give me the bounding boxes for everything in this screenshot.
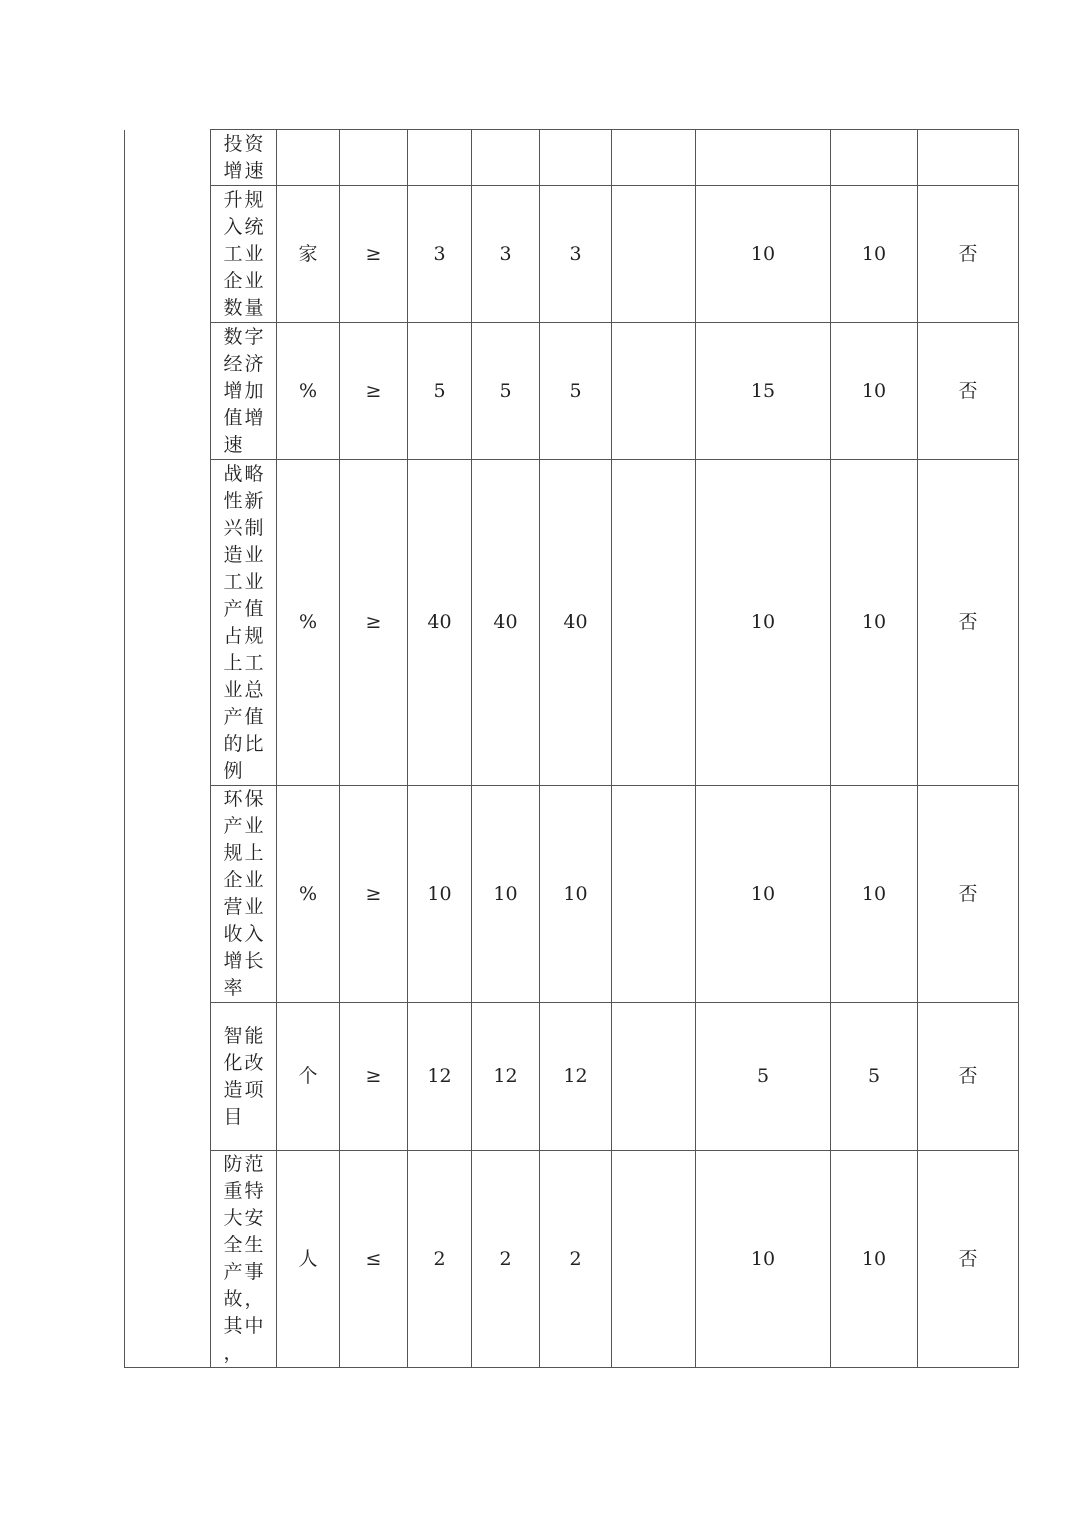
indicator-char: 范 (244, 1153, 264, 1175)
weight-cell (696, 130, 831, 186)
indicator-char: 造 (223, 543, 243, 566)
value-cell: 10 (408, 786, 472, 1003)
table-row (125, 460, 1019, 786)
indicator-name-cell (211, 130, 277, 186)
blank-cell (612, 786, 696, 1003)
value-cell (540, 130, 612, 186)
indicator-char: 增 (223, 950, 243, 972)
indicator-char: 入 (244, 923, 264, 945)
indicator-char: 目 (223, 1105, 243, 1128)
indicator-char: 环 (223, 788, 243, 810)
indicator-char: 升 (223, 188, 243, 211)
compare-cell: ≥ (340, 323, 408, 460)
compare-cell: ≥ (340, 186, 408, 323)
indicator-char: 值 (223, 406, 243, 429)
indicator-char: 产 (223, 1261, 243, 1283)
indicator-char: 工 (244, 651, 264, 674)
flag-cell: 否 (918, 460, 1019, 786)
value-cell: 5 (472, 323, 540, 460)
score-cell: 10 (831, 460, 918, 786)
indicator-char: 工 (223, 242, 243, 265)
indicator-char: 资 (244, 132, 264, 155)
indicator-char: 生 (244, 1234, 264, 1256)
indicator-char: 业 (244, 896, 264, 918)
score-cell: 10 (831, 323, 918, 460)
indicator-char: 占 (223, 624, 243, 647)
blank-cell (612, 323, 696, 460)
category-cell (125, 130, 211, 1368)
indicator-name (211, 1023, 276, 1131)
indicator-char: 业 (244, 242, 264, 265)
indicator-char: 规 (223, 842, 243, 864)
compare-cell: ≤ (340, 1151, 408, 1368)
weight-cell: 10 (696, 1151, 831, 1368)
indicator-char: 收 (223, 923, 243, 945)
indicator-char: 产 (223, 815, 243, 837)
indicator-char: 率 (223, 977, 243, 999)
value-cell: 5 (408, 323, 472, 460)
indicator-char: 战 (223, 462, 243, 485)
compare-cell (340, 130, 408, 186)
value-cell: 10 (472, 786, 540, 1003)
value-cell: 3 (408, 186, 472, 323)
indicator-char: 产 (223, 705, 243, 728)
value-cell: 3 (540, 186, 612, 323)
value-cell: 5 (540, 323, 612, 460)
indicator-char: 事 (244, 1261, 264, 1283)
score-cell: 10 (831, 786, 918, 1003)
value-cell: 2 (408, 1151, 472, 1368)
indicator-char: 其 (223, 1315, 243, 1337)
unit-cell: % (277, 786, 340, 1003)
indicator-char: 营 (223, 896, 243, 918)
value-cell: 12 (540, 1003, 612, 1151)
indicator-char: 故 (223, 1288, 243, 1310)
score-cell: 10 (831, 1151, 918, 1368)
indicator-name-cell (211, 323, 277, 460)
compare-cell: ≥ (340, 1003, 408, 1151)
blank-cell (612, 1151, 696, 1368)
value-cell: 2 (540, 1151, 612, 1368)
blank-cell (612, 130, 696, 186)
value-cell: 2 (472, 1151, 540, 1368)
indicator-name (211, 324, 276, 459)
blank-cell (612, 1003, 696, 1151)
indicator-char: 总 (244, 678, 264, 701)
indicator-char: 业 (244, 815, 264, 837)
score-cell: 5 (831, 1003, 918, 1151)
indicator-char: 兴 (223, 516, 243, 539)
indicator-char: 新 (244, 489, 264, 512)
indicator-char: 长 (244, 950, 264, 972)
indicator-char: 业 (244, 269, 264, 292)
indicator-char: 项 (244, 1078, 264, 1101)
indicator-char: 例 (223, 759, 243, 782)
value-cell: 40 (540, 460, 612, 786)
indicator-char: 比 (244, 732, 264, 755)
indicator-char: 增 (223, 159, 243, 182)
value-cell: 3 (472, 186, 540, 323)
indicator-char: 加 (244, 379, 264, 402)
indicator-char: 速 (244, 159, 264, 182)
indicator-char: 化 (223, 1051, 243, 1074)
indicator-char: 能 (244, 1024, 264, 1047)
indicator-char: 数 (223, 325, 243, 348)
indicator-char: 入 (223, 215, 243, 238)
indicator-char: 制 (244, 516, 264, 539)
indicator-char: 工 (223, 570, 243, 593)
value-cell: 12 (472, 1003, 540, 1151)
blank-cell (612, 186, 696, 323)
blank-cell (612, 460, 696, 786)
indicator-char: 字 (244, 325, 264, 348)
indicator-name-cell (211, 186, 277, 323)
table-row (125, 186, 1019, 323)
indicator-name (211, 786, 276, 1002)
indicator-char: 企 (223, 269, 243, 292)
indicator-char: 企 (223, 869, 243, 891)
weight-cell: 10 (696, 186, 831, 323)
score-cell (831, 130, 918, 186)
indicator-char: 上 (223, 651, 243, 674)
indicator-char: 值 (244, 705, 264, 728)
indicator-char: 智 (223, 1024, 243, 1047)
indicator-char: 经 (223, 352, 243, 375)
table-row (125, 1003, 1019, 1151)
indicator-name-cell (211, 1151, 277, 1368)
indicator-name (211, 461, 276, 785)
compare-cell: ≥ (340, 786, 408, 1003)
indicator-char: 中 (244, 1315, 264, 1337)
indicator-char: 投 (223, 132, 243, 155)
value-cell: 40 (408, 460, 472, 786)
indicator-name-cell (211, 786, 277, 1003)
weight-cell: 15 (696, 323, 831, 460)
unit-cell: 家 (277, 186, 340, 323)
indicator-char: 的 (223, 732, 243, 755)
indicator-char: 安 (244, 1207, 264, 1229)
unit-cell: 个 (277, 1003, 340, 1151)
unit-cell: % (277, 323, 340, 460)
indicator-char: 规 (244, 624, 264, 647)
weight-cell: 10 (696, 460, 831, 786)
table-row (125, 130, 1019, 186)
flag-cell: 否 (918, 186, 1019, 323)
indicator-char: 业 (223, 678, 243, 701)
table-row (125, 786, 1019, 1003)
indicator-char: 速 (223, 433, 243, 456)
flag-cell: 否 (918, 1003, 1019, 1151)
indicator-char: 性 (223, 489, 243, 512)
indicator-char: 大 (223, 1207, 243, 1229)
indicator-char: ， (223, 1342, 243, 1364)
indicator-char: 规 (244, 188, 264, 211)
compare-cell: ≥ (340, 460, 408, 786)
indicator-char: 造 (223, 1078, 243, 1101)
indicator-name-cell (211, 460, 277, 786)
indicator-char: 略 (244, 462, 264, 485)
indicator-char: 改 (244, 1051, 264, 1074)
indicator-char: 增 (244, 406, 264, 429)
indicator-char: 全 (223, 1234, 243, 1256)
flag-cell: 否 (918, 1151, 1019, 1368)
indicator-char: 业 (244, 869, 264, 891)
flag-cell: 否 (918, 323, 1019, 460)
indicator-char: 统 (244, 215, 264, 238)
flag-cell (918, 130, 1019, 186)
value-cell: 10 (540, 786, 612, 1003)
indicator-char: 特 (244, 1180, 264, 1202)
indicator-char: 业 (244, 570, 264, 593)
indicator-name-cell (211, 1003, 277, 1151)
weight-cell: 10 (696, 786, 831, 1003)
indicator-char: 保 (244, 788, 264, 810)
unit-cell: 人 (277, 1151, 340, 1368)
indicator-char: ， (244, 1288, 264, 1310)
indicator-char: 业 (244, 543, 264, 566)
score-cell: 10 (831, 186, 918, 323)
indicator-name (211, 187, 276, 322)
unit-cell (277, 130, 340, 186)
value-cell (472, 130, 540, 186)
indicator-char: 产 (223, 597, 243, 620)
indicator-char: 上 (244, 842, 264, 864)
weight-cell: 5 (696, 1003, 831, 1151)
indicator-char: 重 (223, 1180, 243, 1202)
indicator-char: 数 (223, 296, 243, 319)
indicator-char: 增 (223, 379, 243, 402)
table-row (125, 323, 1019, 460)
indicator-char: 量 (244, 296, 264, 319)
indicator-name (211, 1151, 276, 1367)
indicator-table (124, 129, 1019, 1368)
value-cell: 40 (472, 460, 540, 786)
unit-cell: % (277, 460, 340, 786)
table-row (125, 1151, 1019, 1368)
value-cell: 12 (408, 1003, 472, 1151)
value-cell (408, 130, 472, 186)
indicator-name (211, 131, 276, 185)
flag-cell: 否 (918, 786, 1019, 1003)
indicator-char: 济 (244, 352, 264, 375)
indicator-char: 值 (244, 597, 264, 620)
indicator-char: 防 (223, 1153, 243, 1175)
